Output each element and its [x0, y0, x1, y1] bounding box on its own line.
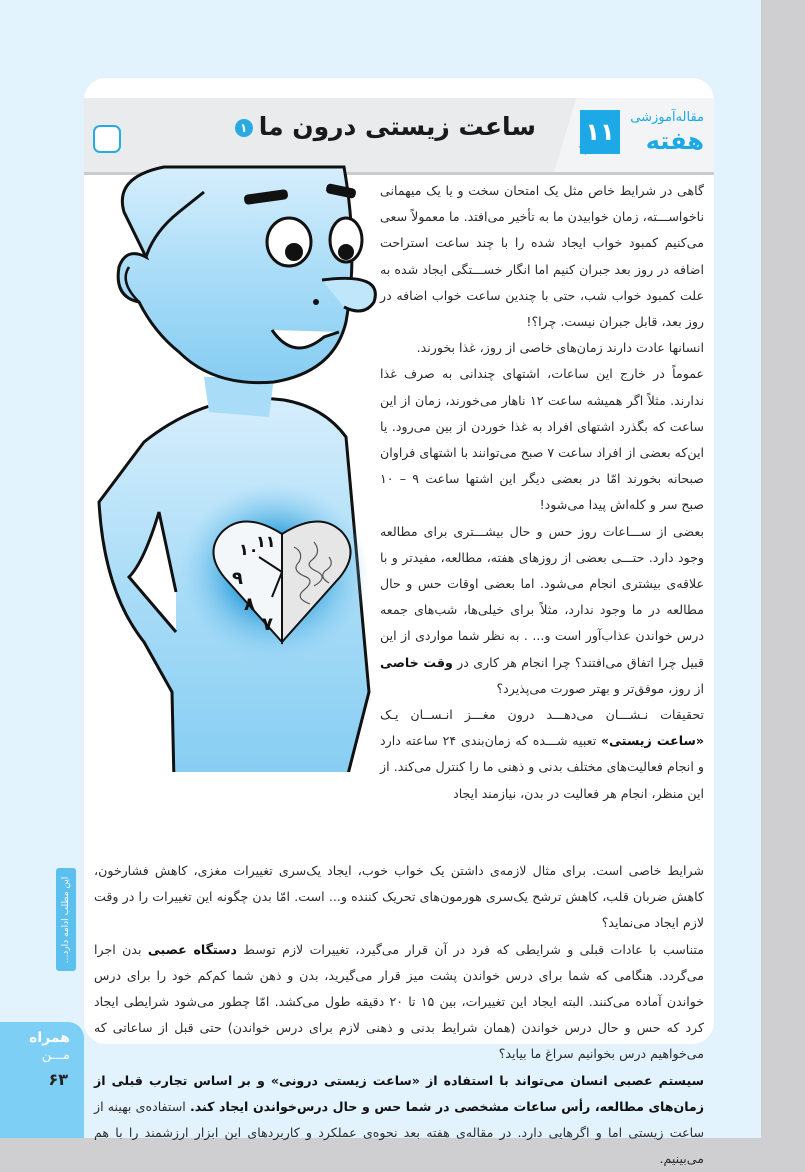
- paragraph-3: بعضی از ســـاعات روز حس و حال بیشـــتری برای مطالعه وجود دارد. حتـــی بعضی از روزهای هفته، مطالعه، مفیدتر و با علاقه‌ی بیشتری انجام می‌شود. اما بعضی اوقات حس و حال مطالعه در ما وجود ندارد، مثلاً برای خیلی‌ها، شب‌های جمعه درس خواندن عذاب‌آور است و... . به نظر شما مواردی از این قبیل چرا اتفاق می‌افتند؟ چرا انجام هر کاری در وقت خاصی از روز، موفق‌تر و بهتر صورت می‌پذیرد؟: [380, 523, 704, 696]
- page-title: [235, 112, 536, 141]
- series-label-top: مقاله‌آموزشی: [630, 110, 704, 125]
- paragraph-5: متناسب با عادات قبلی و شرایطی که فرد در آن قرار می‌گیرد، تغییرات لازم توسط دستگاه عصبی بدن اجرا می‌گردد. هنگامی که شما برای درس خواندن پشت میز قرار می‌گیرید، بدن و ذهن شما کم‌کم خود را برای درس خواندن آماده می‌کنند. البته ایجاد این تغییرات، بین ۱۵ تا ۲۰ دقیقه طول می‌کشد. امّا چطور می‌شود شرایطی ایجاد کرد که حس و حال درس خواندن (همان شرایط بدنی و ذهنی لازم برای درس خواندن) حتی قبل از ساعاتی که می‌خواهیم درس بخوانیم سراغ ما بیاید؟: [94, 941, 704, 1062]
- title-text: ساعت زیستی درون ما: [258, 112, 536, 141]
- paragraph-6: سیستم عصبی انسان می‌تواند با استفاده از «ساعت زیستی درونی» و بر اساس تجارب قبلی از زمان‌های مطالعه، رأس ساعات مشخصی در شما حس و حال درس‌خواندن ایجاد کند. استفاده‌ی بهینه از ساعت زیستی اما و اگرهایی دارد. در مقاله‌ی هفته بعد نحوه‌ی عملکرد و کاربردهای این ابزار ارزشمند را با هم می‌بینیم.: [94, 1072, 704, 1167]
- series-label-bottom: هفته: [645, 127, 704, 155]
- article-header: [84, 98, 714, 175]
- article-body-bottom: [94, 858, 704, 1172]
- paragraph-2b: عموماً در خارج این ساعات، اشتهای چندانی به صرف غذا ندارند. مثلاً اگر همیشه ساعت ۱۲ ناهار می‌خورند، زمان از این ساعت که بگذرد اشتهای افراد به غذا خوردن از بین می‌رود. یا این‌که بعضی از افراد ساعت ۷ صبح می‌توانند با اشتهای فراوان صبحانه بخورند امّا در بعضی دیگر این اشتها ساعت ۹ – ۱۰ صبح سر و کله‌اش پیدا می‌شود!: [380, 366, 704, 513]
- clock-number: ۷: [262, 614, 273, 635]
- page-number: ۶۳: [48, 1070, 68, 1089]
- clock-number: ۱۰: [239, 540, 259, 559]
- boy-illustration: [84, 172, 384, 792]
- brand-line-1: همراه: [29, 1030, 70, 1046]
- article-body-top: [380, 178, 704, 807]
- paragraph-1: گاهی در شرایط خاص مثل یک امتحان سخت و یا یک میهمانی ناخواســـته، زمان خوابیدن ما به تأخیر می‌افتد. ما معمولاً سعی می‌کنیم کمبود خواب ایجاد شده را با چند ساعت استراحت اضافه در روز بعد جبران کنیم اما انگار خســـتگی ایجاد شده به علت کمبود خواب شب، حتی با چندین ساعت خواب اضافه در روز بعد، قابل جبران نیست. چرا؟!: [380, 183, 704, 330]
- continued-label: این مطلب ادامه دارد...: [61, 876, 71, 963]
- article-card: [84, 78, 714, 1167]
- clock-number: ۸: [244, 594, 255, 615]
- paragraph-2a: انسانها عادت دارند زمان‌های خاصی از روز، غذا بخورند.: [416, 340, 704, 356]
- article-number: ۱۱: [580, 110, 620, 154]
- paragraph-4: تحقیقات نـشـــان می‌دهـــد درون مغـــز انـســان یـک «ساعت زیستی» تعبیه شـــده که زمان‌بندی ۲۴ ساعته دارد و انجام فعالیت‌های مختلف بدنی و ذهنی ما را کنترل می‌کند. از این منظر، انجام هر فعالیت در بدن، نیازمند ایجاد: [380, 707, 705, 801]
- checkbox-icon[interactable]: [93, 125, 121, 153]
- boy-head: [118, 167, 352, 383]
- paragraph-4-continued: شرایط خاصی است. برای مثال لازمه‌ی داشتن یک خواب خوب، ایجاد یک‌سری تغییرات مغزی، کاهش فشارخون، کاهش ضربان قلب، کاهش ترشح یک‌سری هورمون‌های تحریک کننده و... است. امّا بدن چگونه این تغییرات را در وقت لازم ایجاد می‌نماید؟: [94, 863, 704, 931]
- clock-number: ۱۱: [256, 532, 276, 551]
- footer-brand-block: [0, 1022, 84, 1138]
- continued-tab: [56, 868, 76, 971]
- clock-number: ۹: [232, 568, 243, 589]
- part-number-badge: ۱: [235, 119, 253, 137]
- brand-line-2: مـــن: [41, 1048, 70, 1063]
